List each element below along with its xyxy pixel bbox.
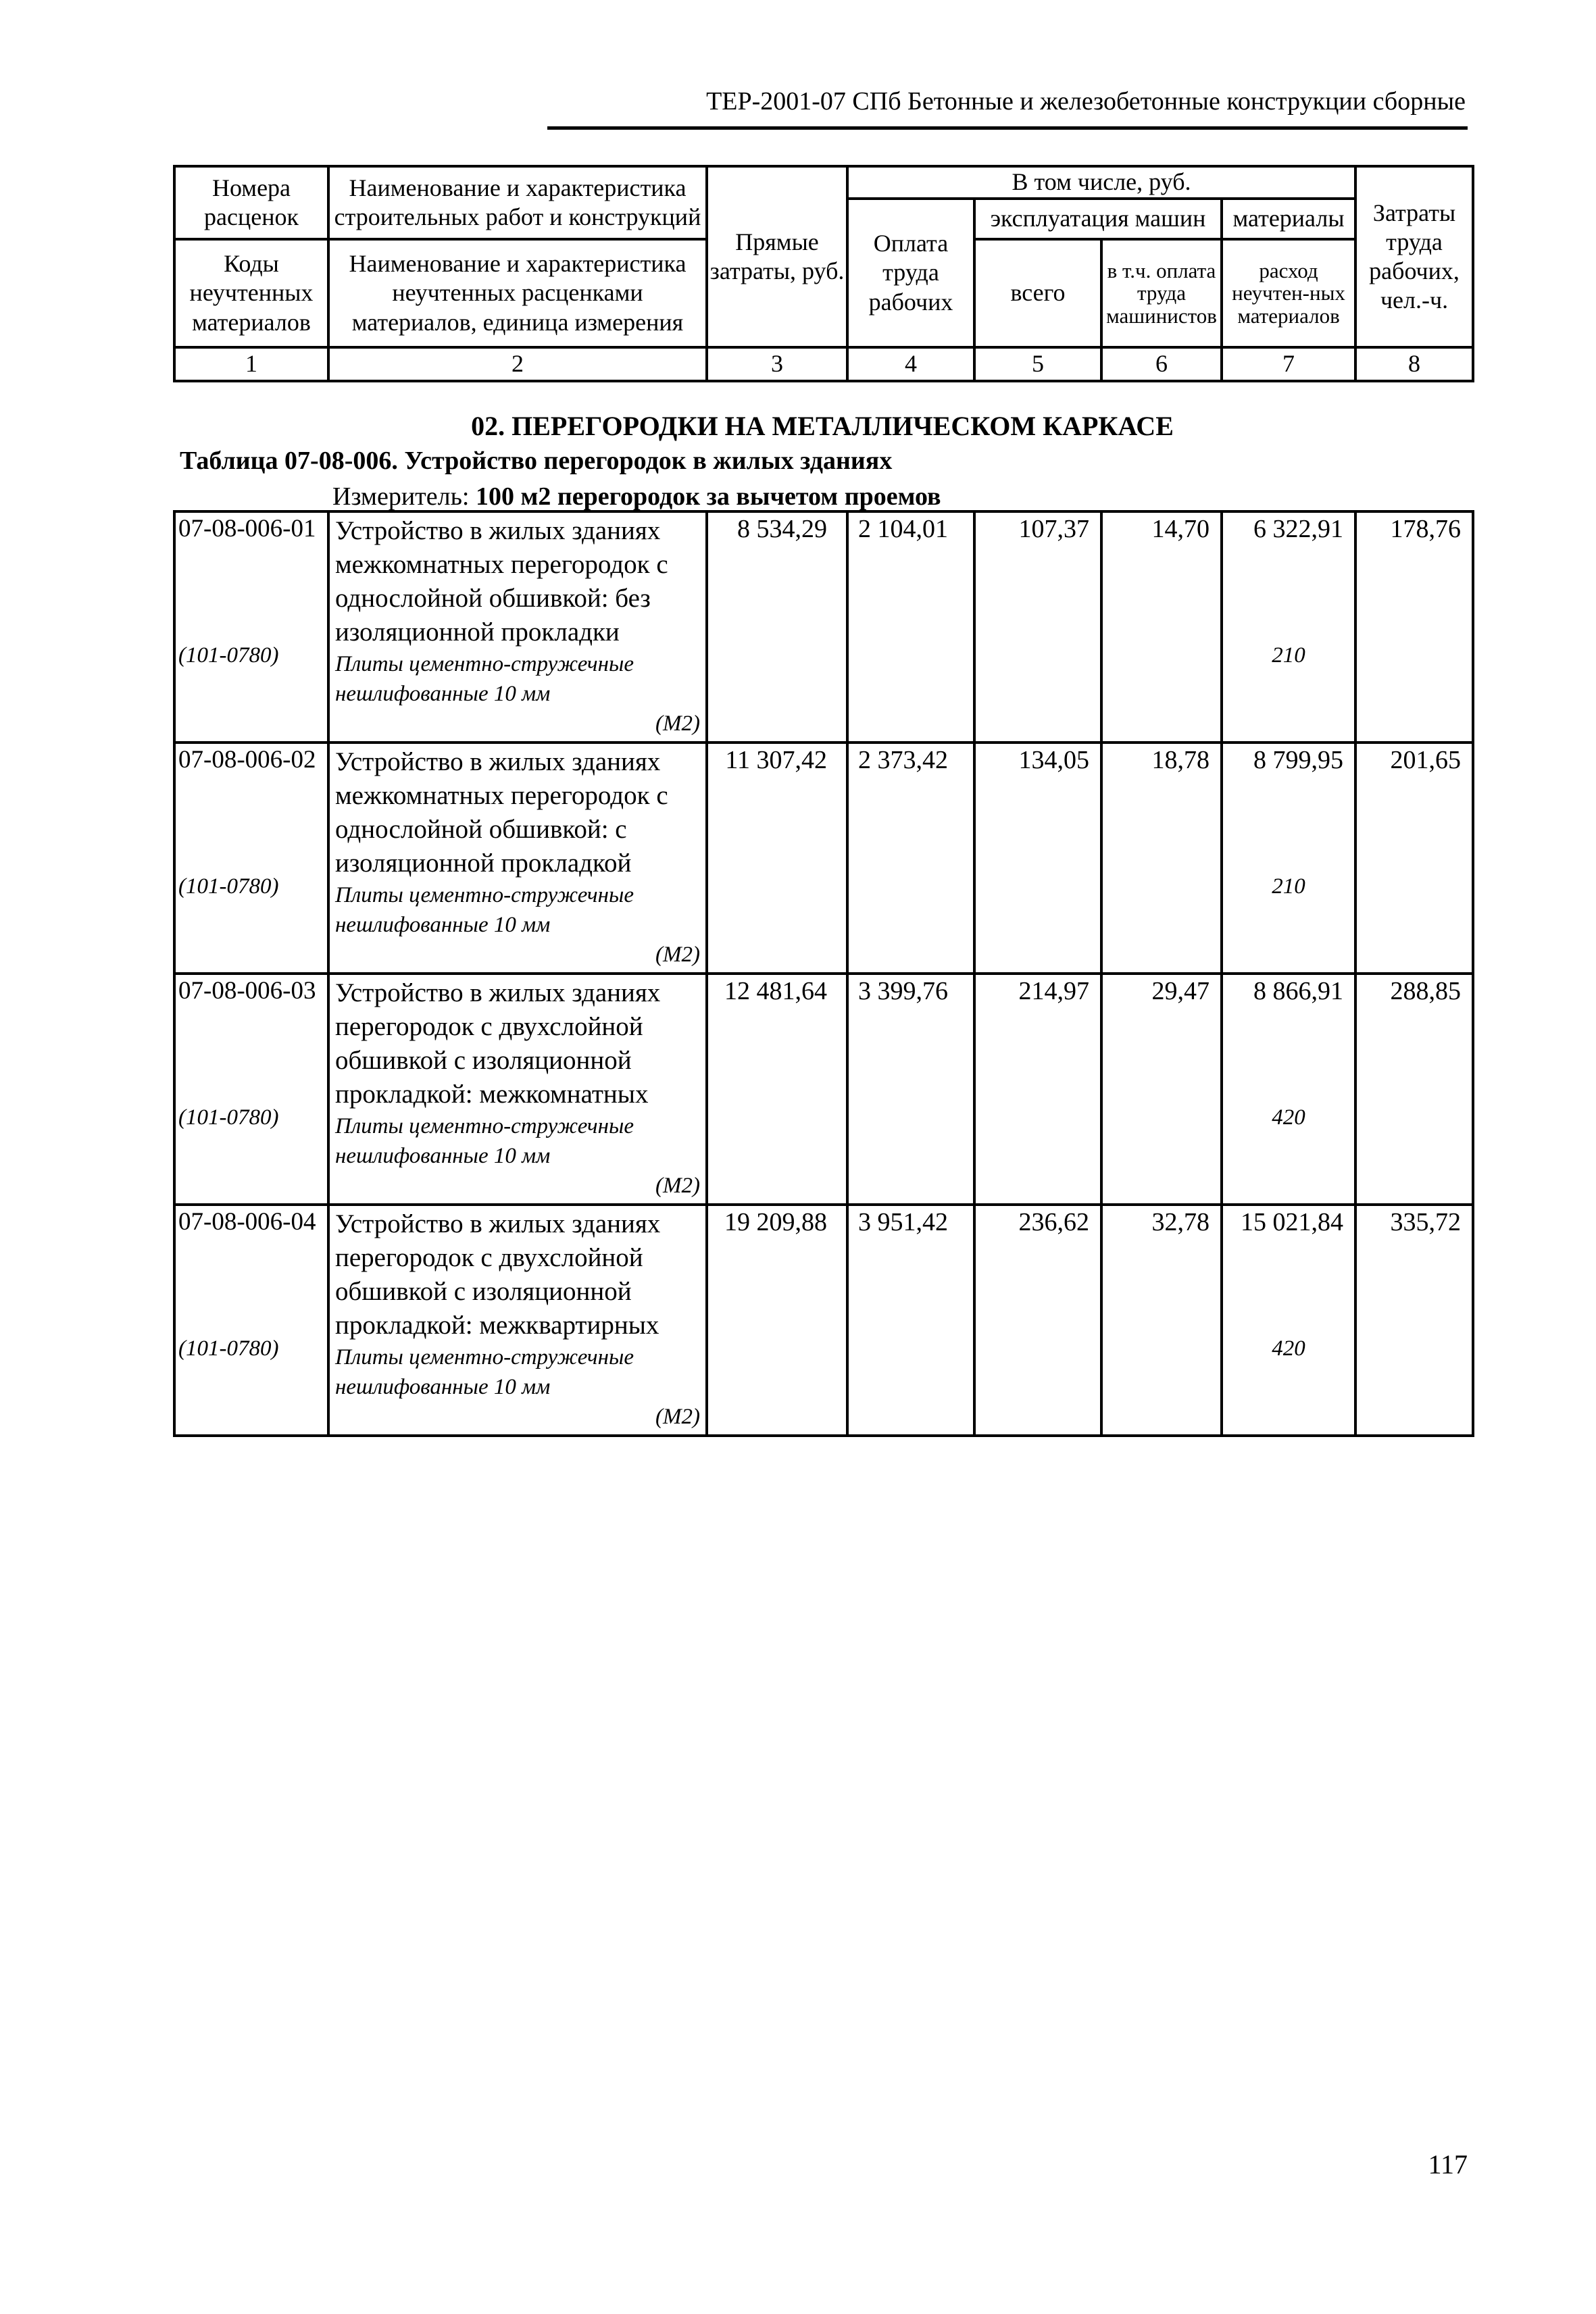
col2-top-header: Наименование и характеристика строительных работ и конструкций <box>328 166 707 239</box>
direct-costs: 19 209,88 <box>707 1205 847 1436</box>
machinists-pay: 29,47 <box>1101 974 1222 1205</box>
materials-cost: 6 322,91 <box>1253 515 1343 543</box>
materials-group-header: материалы <box>1222 199 1355 239</box>
header-rule <box>547 126 1468 130</box>
machines-total: 236,62 <box>974 1205 1101 1436</box>
labor-pay: 3 399,76 <box>847 974 974 1205</box>
direct-costs: 11 307,42 <box>707 743 847 974</box>
material-name: Плиты цементно-стружечные нешлифованные 10 мм <box>335 1345 634 1399</box>
rate-code-cell <box>174 974 328 1205</box>
labor-pay: 3 951,42 <box>847 1205 974 1436</box>
machines-group-header: эксплуатация машин <box>974 199 1222 239</box>
machines-total: 107,37 <box>974 511 1101 743</box>
col6-header: в т.ч. оплата труда машинистов <box>1101 239 1222 347</box>
breakdown-group-header: В том числе, руб. <box>847 166 1355 199</box>
col7-header: расход неучтен-ных материалов <box>1222 239 1355 347</box>
labor-pay: 2 373,42 <box>847 743 974 974</box>
col8-header: Затраты труда рабочих, чел.-ч. <box>1355 166 1473 347</box>
col1-top-header: Номера расценок <box>174 166 328 239</box>
rate-code: 07-08-006-03 <box>178 977 316 1005</box>
direct-costs: 12 481,64 <box>707 974 847 1205</box>
rate-code: 07-08-006-04 <box>178 1208 316 1236</box>
work-name: Устройство в жилых зданиях перегородок с двухслойной обшивкой с изоляционной прокладкой: межкомнатных <box>335 978 661 1109</box>
material-code: (101-0780) <box>178 874 279 899</box>
work-description-cell <box>328 743 707 974</box>
work-description-cell <box>328 511 707 743</box>
table-row <box>174 1205 1473 1436</box>
machinists-pay: 18,78 <box>1101 743 1222 974</box>
measure-line <box>332 482 941 511</box>
labor-hours: 335,72 <box>1355 1205 1473 1436</box>
materials-cost-cell <box>1222 1205 1355 1436</box>
measure-value: 100 м2 перегородок за вычетом проемов <box>476 482 941 511</box>
column-number: 8 <box>1355 347 1473 381</box>
column-header-table <box>173 165 1474 382</box>
machines-total: 134,05 <box>974 743 1101 974</box>
material-name: Плиты цементно-стружечные нешлифованные 10 мм <box>335 1114 634 1168</box>
materials-cost-cell <box>1222 743 1355 974</box>
work-name: Устройство в жилых зданиях межкомнатных перегородок с однослойной обшивкой: без изоляционной прокладки <box>335 516 668 647</box>
rate-code-cell <box>174 511 328 743</box>
material-quantity: 210 <box>1272 643 1305 668</box>
materials-cost: 8 799,95 <box>1253 746 1343 774</box>
labor-hours: 178,76 <box>1355 511 1473 743</box>
table-row <box>174 974 1473 1205</box>
material-unit: (М2) <box>655 1174 700 1198</box>
work-name: Устройство в жилых зданиях перегородок с двухслойной обшивкой с изоляционной прокладкой: межквартирных <box>335 1209 661 1340</box>
materials-cost: 15 021,84 <box>1241 1208 1343 1236</box>
material-name: Плиты цементно-стружечные нешлифованные 10 мм <box>335 883 634 937</box>
labor-hours: 201,65 <box>1355 743 1473 974</box>
column-number: 2 <box>328 347 707 381</box>
materials-cost-cell <box>1222 511 1355 743</box>
rate-code-cell <box>174 1205 328 1436</box>
column-number: 3 <box>707 347 847 381</box>
page-number: 117 <box>1428 2149 1468 2180</box>
rates-table <box>173 510 1474 1437</box>
material-unit: (М2) <box>655 1405 700 1429</box>
machines-total: 214,97 <box>974 974 1101 1205</box>
column-number: 4 <box>847 347 974 381</box>
labor-hours: 288,85 <box>1355 974 1473 1205</box>
running-header: ТЕР-2001-07 СПб Бетонные и железобетонные конструкции сборные <box>706 87 1466 116</box>
rate-code: 07-08-006-01 <box>178 515 316 543</box>
table-caption: Таблица 07-08-006. Устройство перегородок в жилых зданиях <box>180 447 893 475</box>
materials-cost-cell <box>1222 974 1355 1205</box>
labor-pay: 2 104,01 <box>847 511 974 743</box>
table-row <box>174 511 1473 743</box>
work-description-cell <box>328 1205 707 1436</box>
material-code: (101-0780) <box>178 1336 279 1361</box>
machinists-pay: 32,78 <box>1101 1205 1222 1436</box>
col1-bottom-header: Коды неучтенных материалов <box>174 239 328 347</box>
column-number: 6 <box>1101 347 1222 381</box>
material-unit: (М2) <box>655 711 700 736</box>
column-number: 1 <box>174 347 328 381</box>
material-quantity: 420 <box>1272 1336 1305 1361</box>
rate-code-cell <box>174 743 328 974</box>
column-number: 7 <box>1222 347 1355 381</box>
col4-header: Оплата труда рабочих <box>847 199 974 347</box>
materials-cost: 8 866,91 <box>1253 977 1343 1005</box>
work-name: Устройство в жилых зданиях межкомнатных перегородок с однослойной обшивкой: с изоляционной прокладкой <box>335 747 668 878</box>
col5-header: всего <box>974 239 1101 347</box>
section-title: 02. ПЕРЕГОРОДКИ НА МЕТАЛЛИЧЕСКОМ КАРКАСЕ <box>471 411 1174 441</box>
machinists-pay: 14,70 <box>1101 511 1222 743</box>
rate-code: 07-08-006-02 <box>178 746 316 774</box>
measure-label: Измеритель: <box>332 482 470 511</box>
material-unit: (М2) <box>655 942 700 967</box>
table-row <box>174 743 1473 974</box>
material-quantity: 210 <box>1272 874 1305 899</box>
material-code: (101-0780) <box>178 1105 279 1130</box>
material-quantity: 420 <box>1272 1105 1305 1130</box>
material-code: (101-0780) <box>178 643 279 668</box>
col3-header: Прямые затраты, руб. <box>707 166 847 347</box>
direct-costs: 8 534,29 <box>707 511 847 743</box>
material-name: Плиты цементно-стружечные нешлифованные 10 мм <box>335 652 634 706</box>
column-number: 5 <box>974 347 1101 381</box>
col2-bottom-header: Наименование и характеристика неучтенных расценками материалов, единица измерения <box>328 239 707 347</box>
work-description-cell <box>328 974 707 1205</box>
